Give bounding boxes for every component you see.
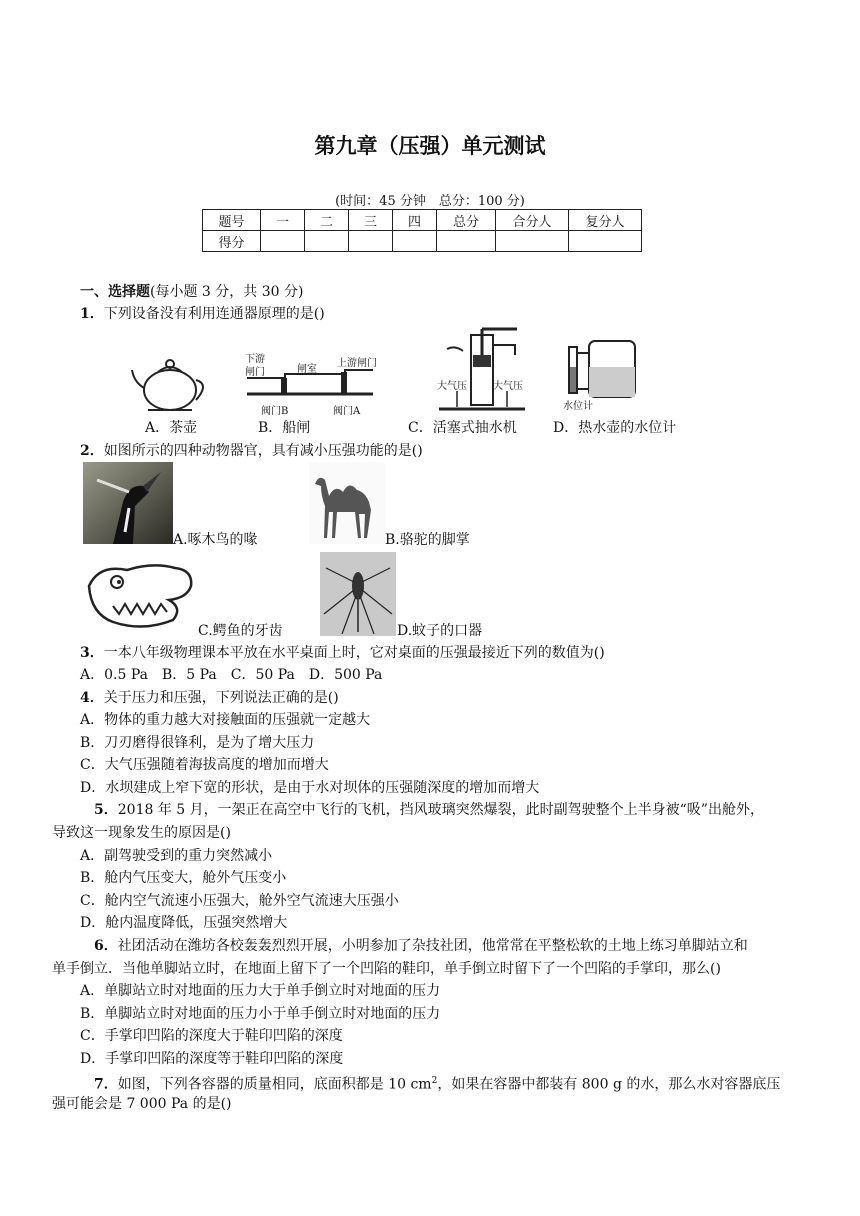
score-cell <box>569 231 642 252</box>
score-cell <box>349 231 393 252</box>
option-d: D.蚊子的口器 <box>397 623 483 639</box>
section-title: 一、选择题 <box>80 284 150 300</box>
piston-pump-figure <box>437 325 527 415</box>
option-b: B．舱内气压变大，舱外气压变小 <box>80 870 287 886</box>
option-c: C．手掌印凹陷的深度大于鞋印凹陷的深度 <box>80 1028 343 1044</box>
question-number: 3． <box>80 645 104 661</box>
option-c: C．舱内空气流速小压强大，舱外空气流速大压强小 <box>80 893 399 909</box>
pump-label: 大气压 <box>493 381 523 392</box>
question-number: 2． <box>80 443 104 459</box>
question-number: 5． <box>94 802 118 818</box>
lock-label: 闸室 <box>297 364 317 375</box>
question-6-stem-line1 <box>94 936 748 956</box>
question-text: 如图所示的四种动物器官，具有减小压强功能的是() <box>103 443 423 459</box>
option-b: B．刀刃磨得很锋利，是为了增大压力 <box>80 735 315 751</box>
score-table-score-row <box>203 231 642 252</box>
option-d: D．手掌印凹陷的深度等于鞋印凹陷的深度 <box>80 1051 344 1067</box>
score-header-cell: 复分人 <box>569 210 642 231</box>
question-7-stem-line1 <box>94 1071 780 1095</box>
superscript: 2 <box>431 1076 438 1086</box>
question-text: 下列设备没有利用连通器原理的是() <box>103 306 325 322</box>
woodpecker-photo <box>83 462 173 544</box>
option-b: B.骆驼的脚掌 <box>385 532 470 548</box>
question-text: ，如果在容器中都装有 800 g 的水，那么水对容器底压 <box>437 1076 781 1093</box>
camel-photo <box>309 462 385 544</box>
option-c: C.鳄鱼的牙齿 <box>198 623 283 639</box>
section-note: (每小题 3 分，共 30 分) <box>150 284 304 300</box>
gauge-label: 水位计 <box>563 401 593 412</box>
crocodile-drawing <box>83 556 197 638</box>
score-table-header-row <box>203 210 642 231</box>
lock-label: 下游 <box>245 354 265 365</box>
score-header-cell: 总分 <box>437 210 496 231</box>
score-cell <box>261 231 305 252</box>
score-table <box>202 209 642 252</box>
question-text: 如图，下列各容器的质量相同，底面积都是 10 cm <box>117 1076 432 1093</box>
section-heading <box>80 282 303 302</box>
question-text: 2018 年 5 月，一架正在高空中飞行的飞机，挡风玻璃突然爆裂，此时副驾驶整个上半身被“吸”出舱外， <box>117 802 764 818</box>
option-c: C．大气压强随着海拔高度的增加而增大 <box>80 757 329 773</box>
question-number: 4． <box>80 690 104 706</box>
question-3-options: A．0.5 Pa B．5 Pa C．50 Pa D．500 Pa <box>80 667 383 683</box>
lock-label: 阀门B <box>261 406 289 417</box>
ship-lock-figure <box>245 350 375 415</box>
lock-label: 闸门 <box>245 367 265 378</box>
score-header-cell: 三 <box>349 210 393 231</box>
page-title: 第九章（压强）单元测试 <box>314 134 546 158</box>
option-d: D．热水壶的水位计 <box>553 420 677 436</box>
question-7-stem-line2: 强可能会是 7 000 Pa 的是() <box>52 1096 232 1112</box>
option-a: A．副驾驶受到的重力突然减小 <box>80 848 273 864</box>
score-cell <box>393 231 437 252</box>
question-1-stem <box>80 304 325 324</box>
question-4-stem <box>80 688 339 708</box>
question-2-stem <box>80 441 423 461</box>
option-a: A．茶壶 <box>145 420 198 436</box>
score-cell <box>496 231 569 252</box>
score-cell <box>305 231 349 252</box>
option-d: D．舱内温度降低，压强突然增大 <box>80 915 288 931</box>
score-header-cell: 二 <box>305 210 349 231</box>
question-number: 7． <box>94 1076 118 1093</box>
question-5-stem-line1 <box>94 800 764 820</box>
option-d: D．水坝建成上窄下宽的形状，是由于水对坝体的压强随深度的增加而增大 <box>80 780 540 796</box>
question-5-stem-line2: 导致这一现象发生的原因是() <box>52 825 231 841</box>
question-text: 关于压力和压强，下列说法正确的是() <box>103 690 339 706</box>
score-cell <box>437 231 496 252</box>
question-text: 社团活动在潍坊各校轰轰烈烈开展，小明参加了杂技社团，他常常在平整松软的土地上练习单脚站立和 <box>117 938 748 954</box>
option-a: A.啄木鸟的喙 <box>173 532 258 548</box>
lock-label: 上游闸门 <box>337 358 377 369</box>
option-a: A．物体的重力越大对接触面的压强就一定越大 <box>80 712 371 728</box>
pump-label: 大气压 <box>437 381 467 392</box>
teapot-figure <box>130 352 210 416</box>
question-number: 6． <box>94 938 118 954</box>
score-header-cell: 合分人 <box>496 210 569 231</box>
question-3-stem <box>80 643 605 663</box>
question-number: 1． <box>80 306 104 322</box>
option-c: C．活塞式抽水机 <box>408 420 517 436</box>
score-row-label: 得分 <box>203 231 261 252</box>
score-header-cell: 四 <box>393 210 437 231</box>
lock-label: 阀门A <box>333 406 361 417</box>
water-level-gauge-figure <box>561 333 641 413</box>
exam-meta: (时间：45 分钟 总分：100 分) <box>335 194 525 209</box>
score-header-cell: 题号 <box>203 210 261 231</box>
option-b: B．单脚站立时对地面的压力小于单手倒立时对地面的压力 <box>80 1006 441 1022</box>
question-6-stem-line2: 单手倒立．当他单脚站立时，在地面上留下了一个凹陷的鞋印，单手倒立时留下了一个凹陷的手掌印，那么() <box>52 961 721 977</box>
option-a: A．单脚站立时对地面的压力大于单手倒立时对地面的压力 <box>80 983 441 999</box>
option-b: B．船闸 <box>258 420 311 436</box>
mosquito-photo <box>320 552 396 636</box>
question-text: 一本八年级物理课本平放在水平桌面上时，它对桌面的压强最接近下列的数值为() <box>103 645 605 661</box>
score-header-cell: 一 <box>261 210 305 231</box>
